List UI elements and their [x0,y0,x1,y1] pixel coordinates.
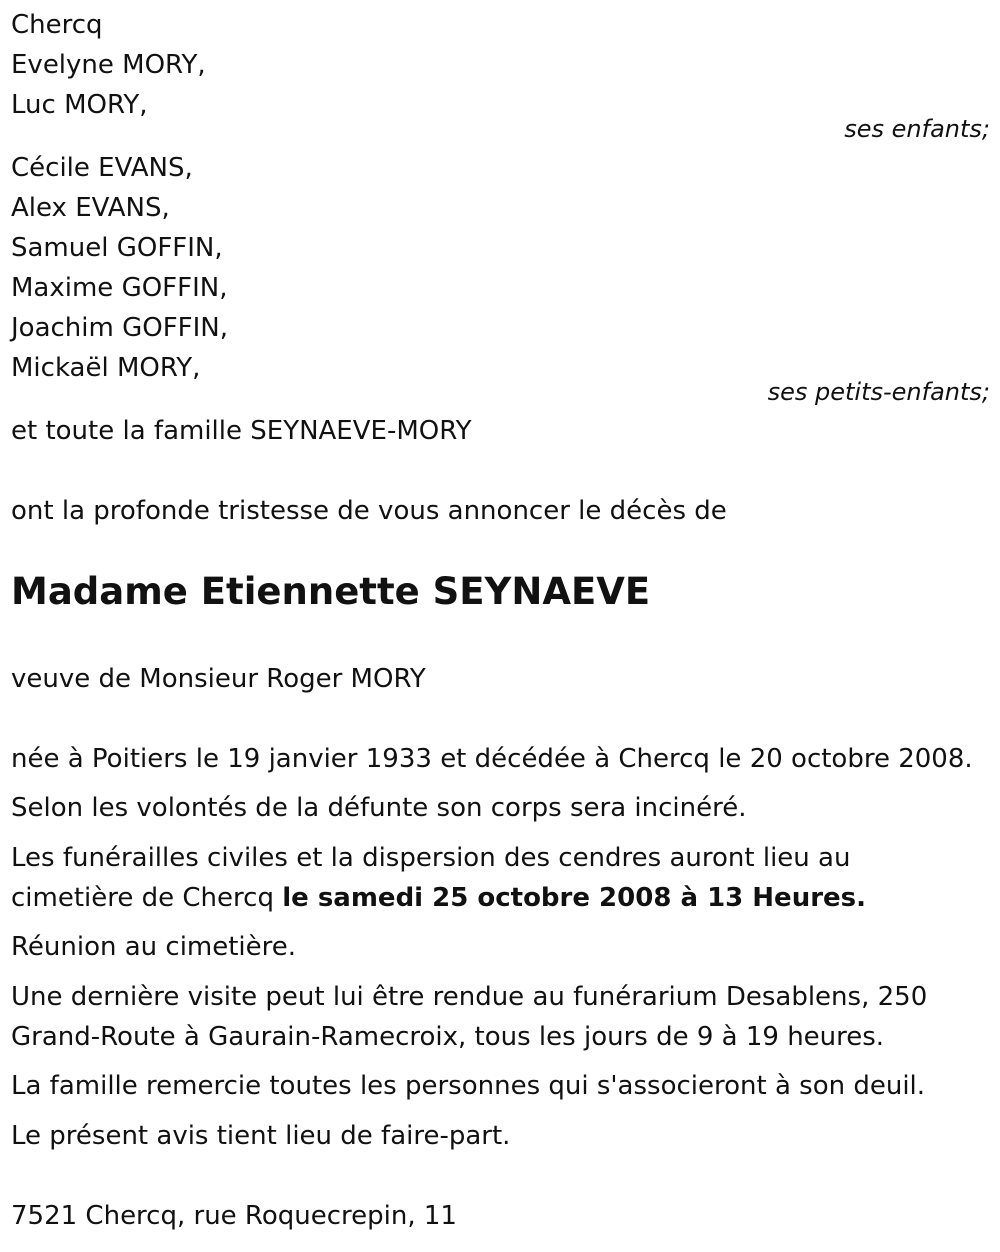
notice-line: Le présent avis tient lieu de faire-part. [11,1121,511,1151]
grandchildren-role: ses petits-enfants; [767,378,990,406]
children-role: ses enfants; [844,115,990,143]
family-line: et toute la famille SEYNAEVE-MORY [11,416,472,446]
widow-of-line: veuve de Monsieur Roger MORY [11,664,426,694]
grandchild-name: Cécile EVANS, [11,153,193,183]
child-name: Luc MORY, [11,90,148,120]
cremation-line: Selon les volontés de la défunte son corps sera incinéré. [11,793,747,823]
grandchild-name: Mickaël MORY, [11,353,201,383]
announcement-line: ont la profonde tristesse de vous annoncer le décès de [11,496,727,526]
grandchild-name: Joachim GOFFIN, [11,313,229,343]
grandchild-name: Samuel GOFFIN, [11,233,223,263]
funeral-line-2 [11,883,866,913]
location-line: Chercq [11,10,103,40]
funeral-line-1: Les funérailles civiles et la dispersion des cendres auront lieu au [11,843,851,873]
child-name: Evelyne MORY, [11,50,206,80]
thanks-line: La famille remercie toutes les personnes qui s'associeront à son deuil. [11,1071,926,1101]
visit-line-1: Une dernière visite peut lui être rendue au funérarium Desablens, 250 [11,982,928,1012]
grandchild-name: Alex EVANS, [11,193,170,223]
funeral-date: le samedi 25 octobre 2008 à 13 Heures. [282,883,867,913]
grandchild-name: Maxime GOFFIN, [11,273,228,303]
address-line: 7521 Chercq, rue Roquecrepin, 11 [11,1201,457,1231]
visit-line-2: Grand-Route à Gaurain-Ramecroix, tous les jours de 9 à 19 heures. [11,1022,885,1052]
deceased-name: Madame Etiennette SEYNAEVE [11,570,651,613]
funeral-place: cimetière de Chercq [11,883,283,913]
birth-death-line: née à Poitiers le 19 janvier 1933 et décédée à Chercq le 20 octobre 2008. [11,744,973,774]
meeting-line: Réunion au cimetière. [11,932,297,962]
